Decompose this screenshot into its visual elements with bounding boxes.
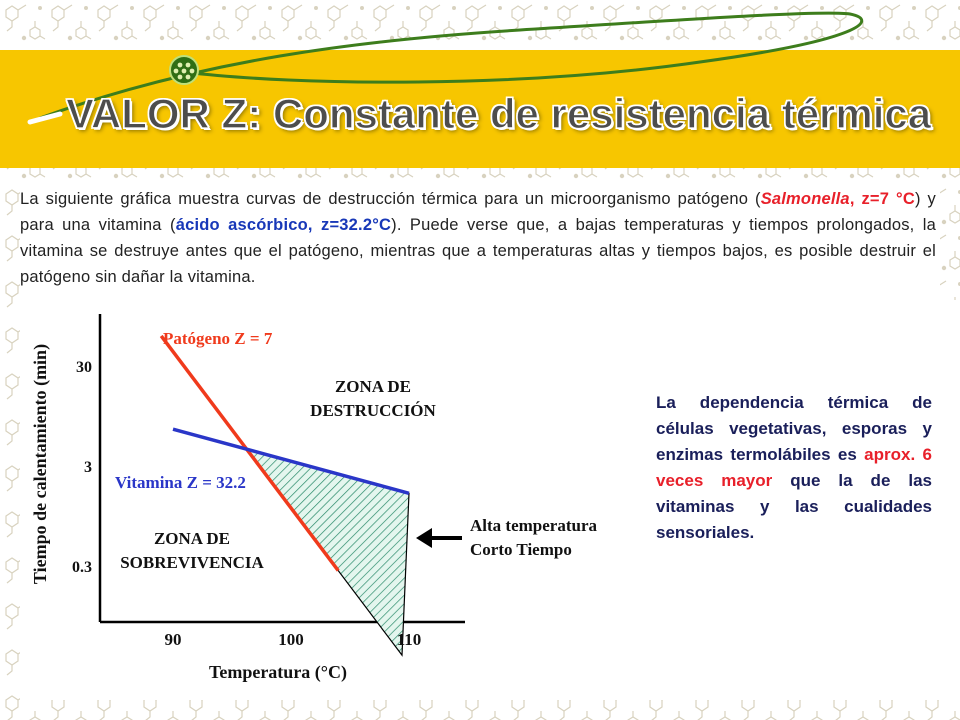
pathogen-z-value: , z=7 °C [849,190,915,208]
bullet-orb-icon [170,56,198,84]
arrow-head [416,528,432,548]
intro-text-1: La siguiente gráfica muestra curvas de destrucción térmica para un microorganismo patógeno ( [20,190,761,208]
y-tick-label: 3 [84,459,92,476]
zone-survival-line1: ZONA DE [153,529,231,548]
zone-survival-line2: SOBREVIVENCIA [120,553,264,572]
salmonella-term: Salmonella [760,190,850,208]
vitamin-label: Vitamina Z = 32.2 [115,473,246,492]
y-tick-label: 0.3 [72,559,92,576]
x-tick-label: 90 [164,630,182,649]
thermal-destruction-chart [20,300,640,700]
vitamin-term: ácido ascórbico, z=32.2°C [175,216,392,234]
note-highlight: aprox. 6 veces mayor [656,445,932,490]
arrow-label-line1: Alta temperatura [470,516,597,535]
arrow-label-line2: Corto Tiempo [470,540,572,559]
zone-destruction-line2: DESTRUCCIÓN [310,401,436,420]
x-axis-title: Temperatura (°C) [208,662,348,682]
y-tick-label: 30 [76,359,92,376]
x-tick-label: 100 [278,630,304,649]
pathogen-label: Patógeno Z = 7 [163,329,273,348]
x-tick-label: 110 [396,630,422,649]
intro-text-3: ). Puede verse que, a bajas temperaturas y tiempos prolongados, la vitamina se destruye antes que el patógeno, mientras que a temperaturas altas y tiempos bajos, es posible destruir el patógeno sin dañar la vitamina. [20,216,936,286]
slide-title: VALOR Z: Constante de resistencia térmica [66,90,932,137]
note-text-1: La dependencia térmica de células vegetativas, esporas y enzimas termolábiles es [656,393,932,464]
intro-text-2: ) y para una vitamina ( [20,190,936,234]
arrow-left-icon [416,528,462,548]
intro-paragraph [20,186,936,298]
note-paragraph [656,390,932,546]
zone-destruction-line1: ZONA DE [334,377,412,396]
chart-panel [20,300,640,700]
note-text-2: que la de las vitaminas y las cualidades sensoriales. [656,471,932,542]
y-axis-title: Tiempo de calentamiento (min) [30,343,50,585]
